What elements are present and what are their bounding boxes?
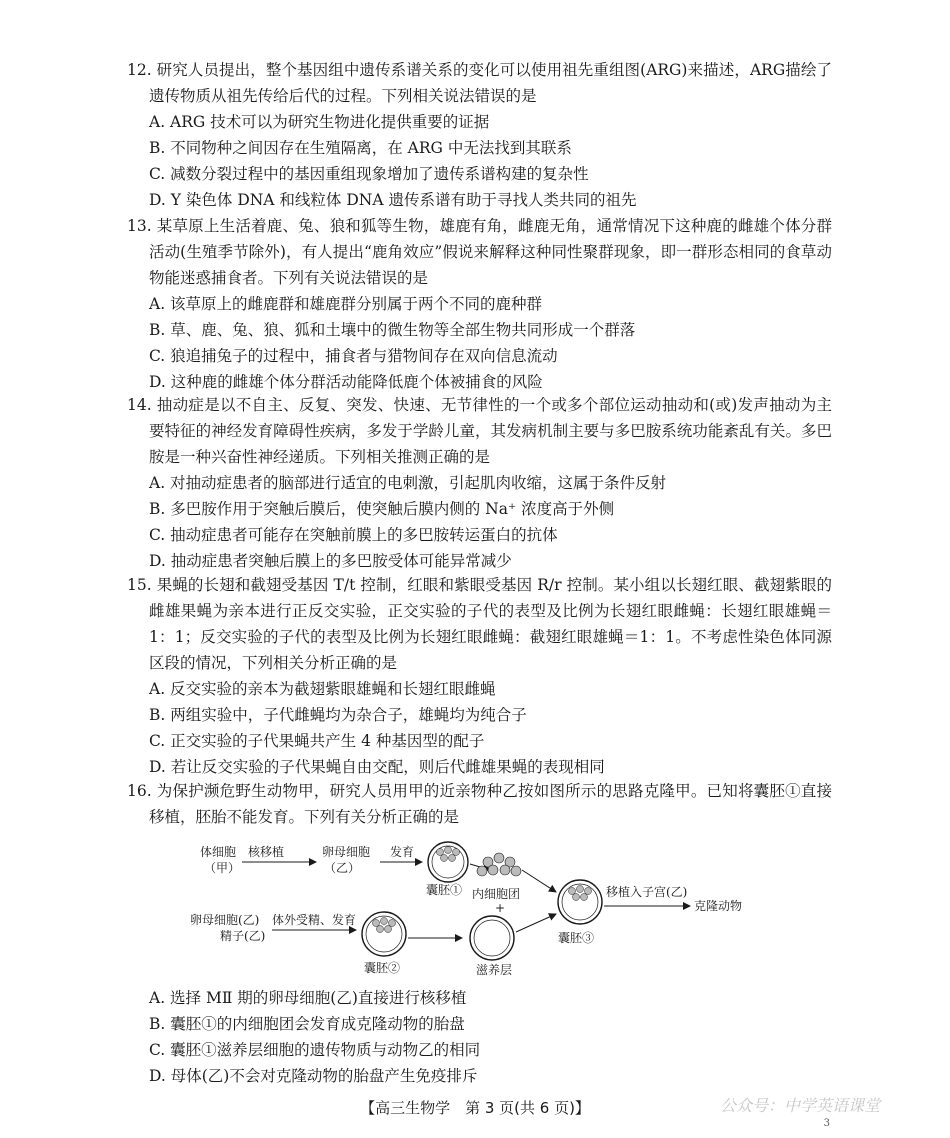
trophoblast-label: 滋养层	[476, 963, 513, 977]
blastocyst-2-label: 囊胚②	[364, 961, 401, 975]
blastocyst-3-icon	[558, 880, 602, 924]
option-c: C. 减数分裂过程中的基因重组现象增加了遗传系谱构建的复杂性	[149, 165, 589, 183]
question-16-options	[127, 985, 832, 1089]
question-16	[127, 778, 832, 830]
transplant-label: 移植入子宫(乙)	[606, 885, 688, 899]
option-c: C. 囊胚①滋养层细胞的遗传物质与动物乙的相同	[149, 1041, 481, 1059]
option-b: B. 多巴胺作用于突触后膜后，使突触后膜内侧的 Na⁺ 浓度高于外侧	[149, 500, 615, 518]
nuclear-transfer-label: 核移植	[248, 845, 285, 859]
blastocyst-1-icon	[428, 842, 468, 882]
oocyte-label: 卵母细胞	[322, 845, 371, 859]
option-b: B. 不同物种之间因存在生殖隔离，在 ARG 中无法找到其联系	[149, 139, 572, 157]
clone-label: 克隆动物	[694, 899, 743, 913]
plus-1: +	[495, 901, 506, 915]
ivf-label: 体外受精、发育	[272, 913, 357, 927]
arrow-trophoblast-to-b3	[516, 914, 556, 932]
option-c: C. 正交实验的子代果蝇共产生 4 种基因型的配子	[149, 732, 485, 750]
option-d: D. 这种鹿的雌雄个体分群活动能降低鹿个体被捕食的风险	[149, 373, 543, 391]
inner-cell-mass-icon	[477, 853, 521, 876]
question-stem: 14. 抽动症是以不自主、反复、突发、快速、无节律性的一个或多个部位运动抽动和(或)发声抽动为主要特征的神经发育障碍性疾病，多发于学龄儿童，其发病机制主要与多巴胺系统功能紊乱有关。多巴胺是一种兴奋性神经递质。下列相关推测正确的是	[127, 396, 832, 466]
option-a: A. 对抽动症患者的脑部进行适宜的电刺激，引起肌肉收缩，这属于条件反射	[149, 474, 667, 492]
option-a: A. 该草原上的雌鹿群和雄鹿群分别属于两个不同的鹿种群	[149, 295, 543, 313]
option-c: C. 狼追捕兔子的过程中，捕食者与猎物间存在双向信息流动	[149, 347, 558, 365]
question-15	[127, 572, 832, 780]
option-a: A. ARG 技术可以为研究生物进化提供重要的证据	[149, 113, 490, 131]
option-d: D. 若让反交实验的子代果蝇自由交配，则后代雌雄果蝇的表现相同	[149, 758, 605, 776]
page-footer: 【高三生物学 第 3 页(共 6 页)】	[360, 1099, 590, 1117]
oocyte2-label: 卵母细胞(乙)	[190, 913, 260, 927]
question-stem: 16. 为保护濒危野生动物甲，研究人员用甲的近亲物种乙按如图所示的思路克隆甲。已知将囊胚①直接移植，胚胎不能发育。下列有关分析正确的是	[127, 782, 832, 826]
option-d: D. 抽动症患者突触后膜上的多巴胺受体可能异常减少	[149, 552, 512, 570]
option-a: A. 反交实验的亲本为截翅紫眼雄蝇和长翅红眼雌蝇	[149, 680, 496, 698]
arrow-inner-to-b3	[522, 870, 556, 892]
question-13	[127, 213, 832, 395]
option-b: B. 囊胚①的内细胞团会发育成克隆动物的胎盘	[149, 1015, 465, 1033]
sperm-label: 精子(乙)	[220, 929, 266, 943]
question-stem: 15. 果蝇的长翅和截翅受基因 T/t 控制，红眼和紫眼受基因 R/r 控制。某小组以长翅红眼、截翅紫眼的雌雄果蝇为亲本进行正反交实验，正交实验的子代的表型及比例为长翅红眼雌蝇：长翅红眼雄蝇＝1：1；反交实验的子代的表型及比例为长翅红眼雌蝇：截翅红眼雄蝇＝1：1。不考虑性染色体同源区段的情况，下列相关分析正确的是	[127, 576, 832, 672]
option-d: D. 母体(乙)不会对克隆动物的胎盘产生免疫排斥	[149, 1067, 478, 1085]
somatic-cell-sub: （甲）	[204, 861, 241, 875]
option-c: C. 抽动症患者可能存在突触前膜上的多巴胺转运蛋白的抗体	[149, 526, 558, 544]
somatic-cell-label: 体细胞	[200, 845, 237, 859]
option-b: B. 草、鹿、兔、狼、狐和土壤中的微生物等全部生物共同形成一个群落	[149, 321, 636, 339]
watermark: 公众号：中学英语课堂	[719, 1096, 880, 1115]
oocyte-sub: （乙）	[324, 861, 361, 875]
blastocyst-2-icon	[362, 912, 406, 956]
question-stem: 13. 某草原上生活着鹿、兔、狼和狐等生物，雄鹿有角，雌鹿无角，通常情况下这种鹿的雌雄个体分群活动(生殖季节除外)，有人提出“鹿角效应”假说来解释这种同性聚群现象，即一群形态相同的食草动物能迷惑捕食者。下列有关说法错误的是	[127, 217, 832, 287]
option-b: B. 两组实验中，子代雌蝇均为杂合子，雄蝇均为纯合子	[149, 706, 527, 724]
blastocyst-1-label: 囊胚①	[426, 883, 463, 897]
question-12	[127, 57, 832, 213]
develop-label: 发育	[390, 845, 415, 859]
question-stem: 12. 研究人员提出，整个基因组中遗传系谱关系的变化可以使用祖先重组图(ARG)来描述，ARG描绘了遗传物质从祖先传给后代的过程。下列相关说法错误的是	[127, 61, 832, 105]
option-a: A. 选择 MⅡ 期的卵母细胞(乙)直接进行核移植	[149, 989, 467, 1007]
trophoblast-icon	[470, 916, 514, 960]
inner-mass-label: 内细胞团	[472, 887, 521, 901]
question-14	[127, 392, 832, 574]
blastocyst-3-label: 囊胚③	[558, 931, 595, 945]
page-mark: 3	[823, 1118, 830, 1129]
option-d: D. Y 染色体 DNA 和线粒体 DNA 遗传系谱有助于寻找人类共同的祖先	[149, 191, 637, 209]
cloning-diagram	[190, 840, 790, 980]
